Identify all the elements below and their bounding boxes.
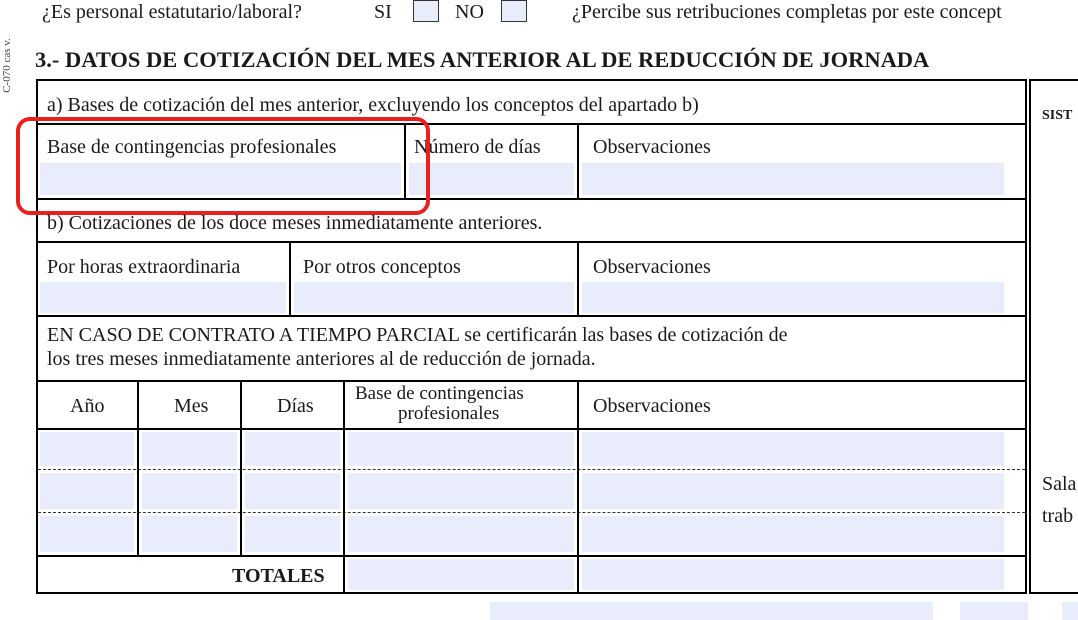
divider (36, 428, 1027, 430)
col-header-base-p1: Base de contingencias (355, 383, 524, 404)
col-header-base: Base de contingencias profesionales (47, 136, 337, 158)
col-header-days: Número de días (414, 136, 541, 158)
total-observations-field[interactable] (582, 559, 1004, 590)
right-panel-sist: SIST (1042, 108, 1073, 123)
divider (577, 241, 579, 315)
yes-label: SI (374, 1, 392, 23)
observations-field[interactable] (582, 432, 1004, 466)
no-label: NO (455, 1, 484, 23)
total-base-field[interactable] (348, 559, 574, 590)
otros-conceptos-field[interactable] (294, 282, 574, 313)
year-field[interactable] (40, 432, 134, 466)
col-header-month: Mes (174, 395, 209, 417)
days-field[interactable] (245, 473, 340, 509)
divider (577, 123, 579, 198)
dashed-divider (38, 469, 1025, 470)
observations-field[interactable] (582, 516, 1004, 552)
margin-code: C-070 cas v. (0, 38, 13, 93)
totals-label: TOTALES (232, 565, 325, 587)
col-header-observations: Observaciones (593, 136, 711, 158)
bottom-field[interactable] (490, 602, 933, 620)
month-field[interactable] (142, 516, 237, 552)
col-header-year: Año (70, 395, 105, 417)
month-field[interactable] (142, 473, 237, 509)
right-panel-bottom (1029, 592, 1078, 594)
col-header-base-p2: profesionales (398, 403, 500, 424)
section-heading: 3.- DATOS DE COTIZACIÓN DEL MES ANTERIOR AL DE REDUCCIÓN DE JORNADA (35, 47, 930, 72)
table-top-border (36, 79, 1027, 81)
divider (36, 315, 1027, 317)
dashed-divider (38, 512, 1025, 513)
divider (577, 380, 579, 594)
right-panel-trab: trab (1042, 505, 1074, 527)
divider (343, 380, 345, 594)
divider (36, 241, 1027, 243)
partial-note-line1: EN CASO DE CONTRATO A TIEMPO PARCIAL se certificarán las bases de cotización de (47, 324, 788, 346)
no-checkbox[interactable] (501, 0, 527, 22)
part-a-label: a) Bases de cotización del mes anterior, excluyendo los conceptos del apartado b) (47, 94, 699, 116)
year-field[interactable] (40, 473, 134, 509)
observations-field[interactable] (582, 473, 1004, 509)
bottom-field[interactable] (960, 602, 1028, 620)
month-field[interactable] (142, 432, 237, 466)
yes-checkbox[interactable] (413, 0, 439, 22)
divider (36, 380, 1027, 382)
table-bottom-border (36, 592, 1027, 594)
days-field[interactable] (245, 432, 340, 466)
right-panel-left (1029, 79, 1031, 594)
col-header-days-p: Días (277, 395, 314, 417)
divider (137, 380, 139, 555)
horas-extra-field[interactable] (40, 282, 286, 313)
observaciones-a-field[interactable] (582, 163, 1004, 195)
divider (289, 241, 291, 315)
partial-note-line2: los tres meses inmediatamente anteriores al de reducción de jornada. (47, 348, 596, 370)
col-header-overtime: Por horas extraordinaria (47, 256, 241, 278)
question-retributions: ¿Percibe sus retribuciones completas por este concept (572, 1, 1002, 23)
highlight-box (16, 117, 430, 215)
divider (36, 555, 1027, 557)
question-statutory: ¿Es personal estatutario/laboral? (42, 1, 302, 23)
observaciones-b-field[interactable] (582, 282, 1004, 313)
table-right-border (1025, 79, 1027, 594)
base-field[interactable] (348, 516, 574, 552)
col-header-observations-b: Observaciones (593, 256, 711, 278)
part-b-label: b) Cotizaciones de los doce meses inmediatamente anteriores. (47, 212, 543, 234)
base-field[interactable] (348, 432, 574, 466)
col-header-observations-p: Observaciones (593, 395, 711, 417)
right-panel-sala: Sala (1042, 473, 1077, 495)
base-field[interactable] (348, 473, 574, 509)
numero-dias-field[interactable] (409, 163, 574, 195)
bottom-field[interactable] (1062, 602, 1078, 620)
days-field[interactable] (245, 516, 340, 552)
divider (240, 380, 242, 555)
right-panel-top (1029, 79, 1078, 81)
col-header-other: Por otros conceptos (303, 256, 461, 278)
year-field[interactable] (40, 516, 134, 552)
